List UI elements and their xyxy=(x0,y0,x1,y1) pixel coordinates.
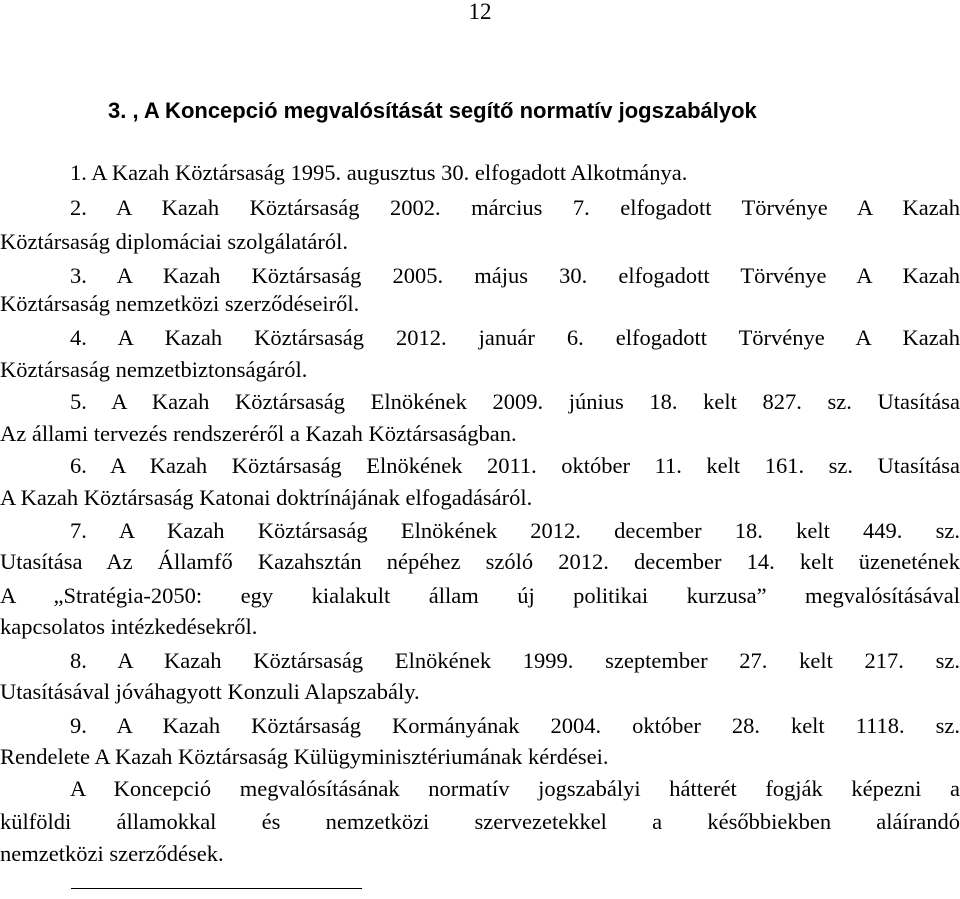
list-item-7-line-3: A „Stratégia-2050: egy kialakult állam új politikai kurzusa” megvalósításával xyxy=(0,583,960,608)
closing-paragraph-line-3: nemzetközi szerződések. xyxy=(0,841,224,866)
list-item-4-line-1: 4. A Kazah Köztársaság 2012. január 6. elfogadott Törvénye A Kazah xyxy=(70,325,960,350)
list-item-2-line-1: 2. A Kazah Köztársaság 2002. március 7. elfogadott Törvénye A Kazah xyxy=(70,195,960,220)
list-item-5-line-1: 5. A Kazah Köztársaság Elnökének 2009. június 18. kelt 827. sz. Utasítása xyxy=(70,389,960,414)
list-item-5-line-2: Az állami tervezés rendszeréről a Kazah Köztársaságban. xyxy=(0,421,517,446)
section-heading: 3. , A Koncepció megvalósítását segítő normatív jogszabályok xyxy=(108,98,757,123)
closing-paragraph-line-2: külföldi államokkal és nemzetközi szervezetekkel a későbbiekben aláírandó xyxy=(0,809,960,834)
list-item-7-line-1: 7. A Kazah Köztársaság Elnökének 2012. december 18. kelt 449. sz. xyxy=(70,518,960,543)
list-item-7-line-2: Utasítása Az Államfő Kazahsztán népéhez szóló 2012. december 14. kelt üzenetének xyxy=(0,549,960,574)
list-item-3-line-1: 3. A Kazah Köztársaság 2005. május 30. elfogadott Törvénye A Kazah xyxy=(70,263,960,288)
footnote-separator xyxy=(71,888,362,889)
list-item-3-line-2: Köztársaság nemzetközi szerződéseiről. xyxy=(0,291,360,316)
page-number: 12 xyxy=(468,0,492,24)
list-item-2-line-2: Köztársaság diplomáciai szolgálatáról. xyxy=(0,229,348,254)
list-item-1: 1. A Kazah Köztársaság 1995. augusztus 30. elfogadott Alkotmánya. xyxy=(70,160,688,185)
list-item-4-line-2: Köztársaság nemzetbiztonságáról. xyxy=(0,357,308,382)
list-item-9-line-1: 9. A Kazah Köztársaság Kormányának 2004. október 28. kelt 1118. sz. xyxy=(70,713,960,738)
list-item-6-line-1: 6. A Kazah Köztársaság Elnökének 2011. október 11. kelt 161. sz. Utasítása xyxy=(70,453,960,478)
list-item-7-line-4: kapcsolatos intézkedésekről. xyxy=(0,614,258,639)
list-item-6-line-2: A Kazah Köztársaság Katonai doktrínájának elfogadásáról. xyxy=(0,485,533,510)
closing-paragraph-line-1: A Koncepció megvalósításának normatív jogszabályi hátterét fogják képezni a xyxy=(70,776,960,801)
list-item-9-line-2: Rendelete A Kazah Köztársaság Külügyminisztériumának kérdései. xyxy=(0,744,609,769)
list-item-8-line-1: 8. A Kazah Köztársaság Elnökének 1999. szeptember 27. kelt 217. sz. xyxy=(70,648,960,673)
list-item-8-line-2: Utasításával jóváhagyott Konzuli Alapszabály. xyxy=(0,679,420,704)
